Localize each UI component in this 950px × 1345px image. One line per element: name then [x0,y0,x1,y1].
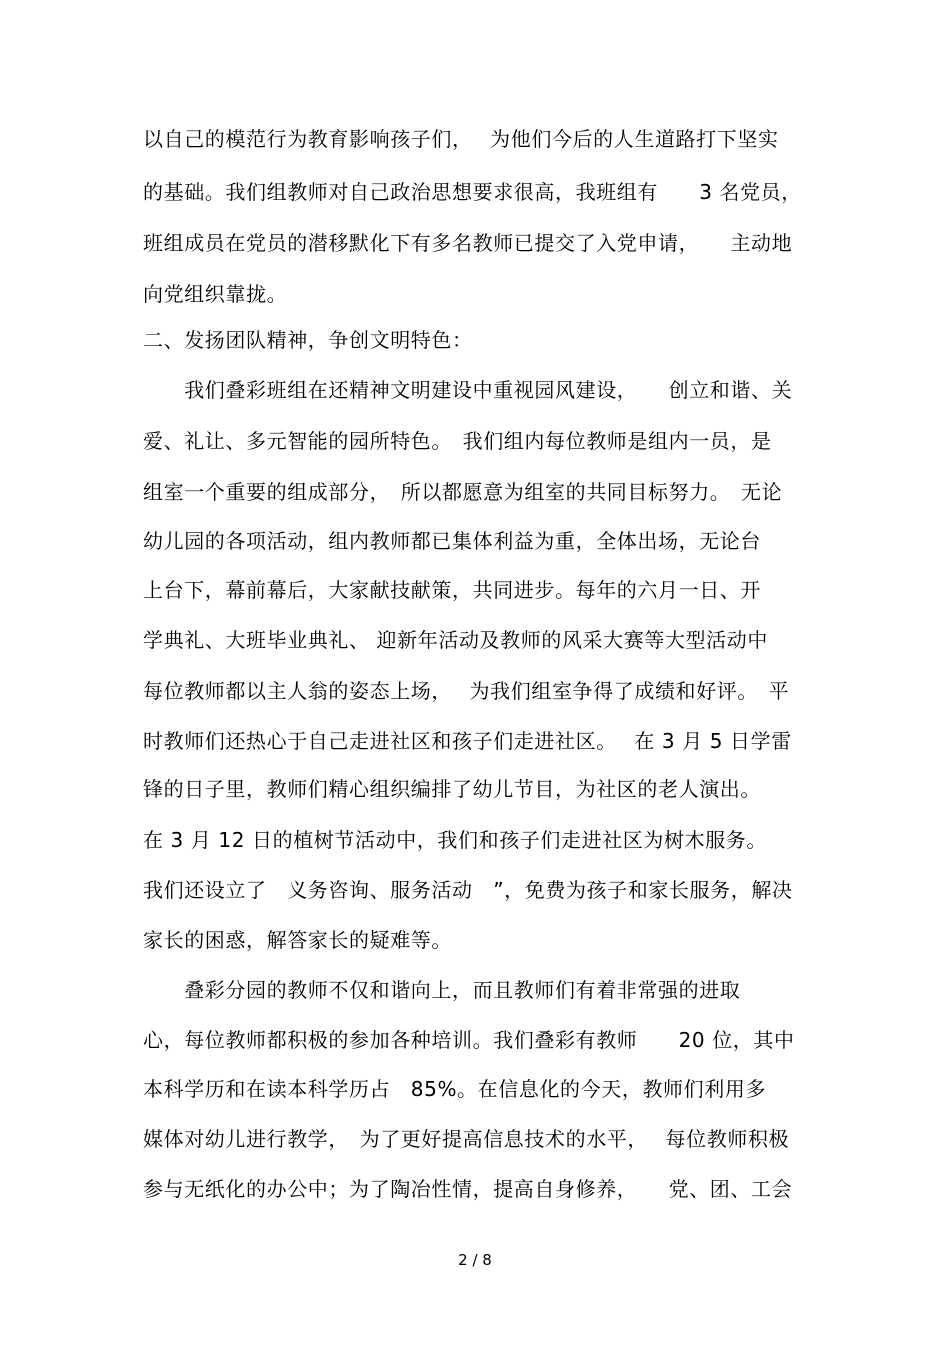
text-line-13: 时教师们还热心于自己走进社区和孩子们走进社区。 在 3 月 5 日学雷 [143,729,792,753]
text-line-3: 班组成员在党员的潜移默化下有多名教师已提交了入党申请， 主动地 [143,231,793,255]
text-line-17: 家长的困惑，解答家长的疑难等。 [143,928,452,952]
text-line-8: 组室一个重要的组成部分， 所以都愿意为组室的共同目标努力。 无论 [143,480,783,504]
text-line-20: 本科学历和在读本科学历占 85%。在信息化的今天，教师们利用多 [143,1077,767,1101]
text-line-21: 媒体对幼儿进行教学， 为了更好提高信息技术的水平， 每位教师积极 [143,1127,790,1151]
text-line-22: 参与无纸化的办公中；为了陶冶性情，提高自身修养， 党、团、工会 [143,1177,793,1201]
text-line-1: 以自己的模范行为教育影响孩子们， 为他们今后的人生道路打下坚实 [143,127,779,151]
text-line-16: 我们还设立了 义务咨询、服务活动 ”，免费为孩子和家长服务，解决 [143,878,793,902]
text-line-14: 锋的日子里，教师们精心组织编排了幼儿节目，为社区的老人演出。 [143,777,761,801]
page-number: 2 / 8 [458,1251,492,1269]
text-line-19: 心，每位教师都积极的参加各种培训。我们叠彩有教师 20 位，其中 [143,1028,795,1052]
text-line-18: 叠彩分园的教师不仅和谐向上，而且教师们有着非常强的进取 [143,978,741,1002]
text-line-2: 的基础。我们组教师对自己政治思想要求很高，我班组有 3 名党员， [143,180,802,204]
text-line-10: 上台下，幕前幕后，大家献技献策，共同进步。每年的六月一日、开 [143,578,761,602]
text-line-7: 爱、礼让、多元智能的园所特色。 我们组内每位教师是组内一员，是 [143,429,772,453]
text-line-12: 每位教师都以主人翁的姿态上场， 为我们组室争得了成绩和好评。 平 [143,679,790,703]
text-line-6: 我们叠彩班组在还精神文明建设中重视园风建设， 创立和谐、关 [143,378,793,402]
text-line-4: 向党组织靠拢。 [143,282,288,306]
section-heading: 二、发扬团队精神，争创文明特色： [143,328,473,352]
text-line-15: 在 3 月 12 日的植树节活动中，我们和孩子们走进社区为树木服务。 [143,828,768,852]
text-line-11: 学典礼、大班毕业典礼、 迎新年活动及教师的风采大赛等大型活动中 [143,628,768,652]
text-line-9: 幼儿园的各项活动，组内教师都已集体利益为重，全体出场，无论台 [143,529,761,553]
